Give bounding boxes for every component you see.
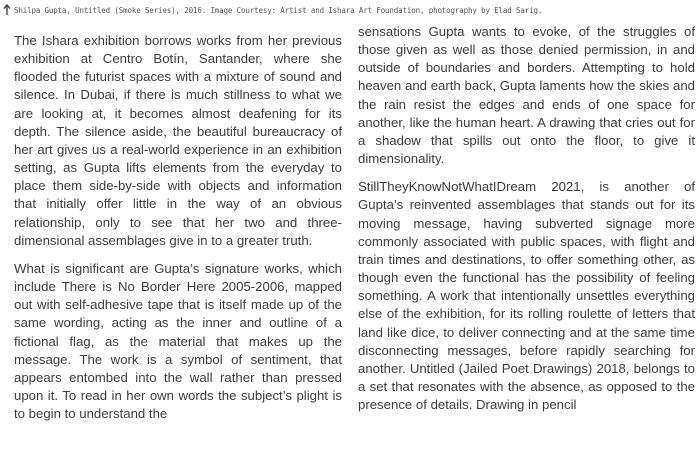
article-column-left	[14, 32, 342, 433]
paragraph: What is significant are Gupta’s signature works, which include There is No Border Here 2005-2006, mapped out with self-adhesive tape that is itself made up of the same wording, acting as the inner and outline of a fictional flag, as the material that makes up the message. The work is a symbol of sentiment, that appears entombed into the wall rather than pressed upon it. To read in her own words the subject’s plight is to begin to understand the	[14, 260, 342, 422]
image-caption	[3, 2, 693, 18]
article-column-right	[358, 23, 695, 424]
caption-text: Shilpa Gupta, Untitled (Smoke Series), 2016. Image Courtesy: Artist and Ishara Art Foundation, photography by Elad Sarig.	[14, 5, 543, 15]
paragraph: The Ishara exhibition borrows works from her previous exhibition at Centro Botín, Santander, where she flooded the futurist spaces with a mixture of sound and silence. In Dubai, if there is much stillness to what we are looking at, it becomes almost deafening for its depth. The silence aside, the beautiful bureaucracy of her art gives us a real-world experience in an exhibition setting, as Gupta lifts elements from the everyday to place them side-by-side with objects and information that initially offer little in the way of an obvious relationship, only to see that her two and three-dimensional assemblages give in to a greater truth.	[14, 33, 342, 248]
paragraph: StillTheyKnowNotWhatIDream 2021, is another of Gupta’s reinvented assemblages that stands out for its moving message, having subverted signage more commonly associated with public spaces, with flight and train times and destinations, to offer something other, as though even the functional has the possibility of feeling something. A work that intentionally unsettles everything else of the exhibition, for its rolling roulette of letters that land like dice, to deliver connecting and at the same time disconnecting messages, before rapidly searching for another. Untitled (Jailed Poet Drawings) 2018, belongs to a set that resonates with the absence, as opposed to the presence of details. Drawing in pencil	[358, 179, 695, 413]
arrow-up-icon	[3, 4, 11, 16]
paragraph: sensations Gupta wants to evoke, of the struggles of those given as well as those denied permission, in and outside of boundaries and borders. Attempting to hold heaven and earth back, Gupta laments how the skies and the rain resist the edges and ends of one space for another, like the human heart. A drawing that cries out for a shadow that spills out onto the floor, to give it dimensionality.	[358, 24, 695, 167]
